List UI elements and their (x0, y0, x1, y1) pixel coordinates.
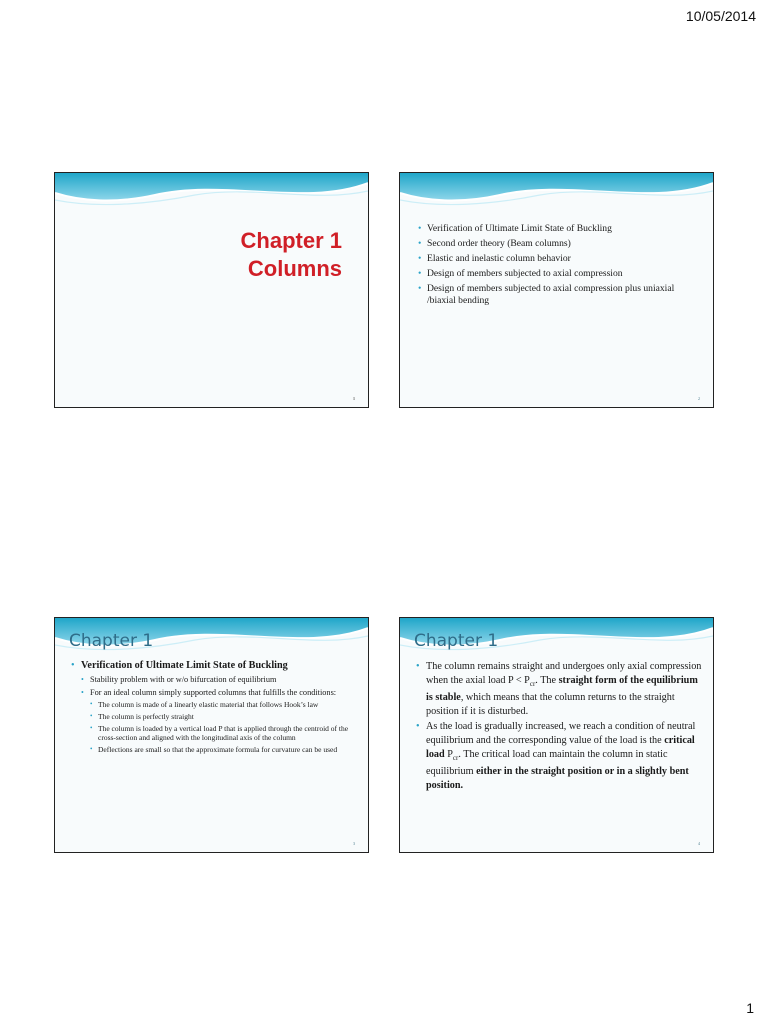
emphasis: straight form of the equilibrium is stable (426, 674, 698, 704)
page-date: 10/05/2014 (685, 8, 756, 24)
list-item: • Verification of Ultimate Limit State of Buckling (418, 223, 698, 235)
text-run: As the load is gradually increased, we reach a condition of neutral equilibrium and the corresponding value of the load is the (426, 721, 696, 746)
slide-title (241, 227, 342, 283)
slide-header-wave (55, 173, 368, 213)
paragraph-item (416, 720, 702, 792)
sub-item: • Stability problem with or w/o bifurcation of equilibrium (81, 675, 357, 685)
slide-heading: Chapter 1 (414, 631, 499, 651)
sub-item (81, 688, 357, 755)
subscript: cr (529, 679, 536, 688)
main-item (71, 660, 357, 754)
content-list (416, 660, 702, 794)
slide-3[interactable] (54, 617, 369, 853)
slide-number: 4 (698, 841, 700, 846)
text-run: . The critical load can maintain the column in static equilibrium (426, 748, 668, 778)
emphasis: critical load (426, 735, 695, 760)
text-run: The column remains straight and undergoes only axial compression when the axial load P < P (426, 661, 702, 686)
content-list (71, 660, 357, 754)
slide-number: 1 (353, 396, 355, 401)
page-number: 1 (746, 1000, 754, 1016)
subscript: cr (452, 753, 459, 762)
slide-4[interactable] (399, 617, 714, 853)
list-item: • Design of members subjected to axial compression (418, 268, 698, 280)
list-item: • Elastic and inelastic column behavior (418, 253, 698, 265)
slide-number: 2 (698, 396, 700, 401)
slide-2[interactable] (399, 172, 714, 408)
text-run: , which means that the column returns to the straight position if it is disturbed. (426, 692, 675, 717)
paragraph-item (416, 660, 702, 718)
chapter-subtitle: Columns (247, 256, 342, 281)
slide-number: 3 (353, 841, 355, 846)
chapter-title: Chapter 1 (240, 228, 342, 253)
emphasis: either in the straight position or in a slightly bent position. (426, 766, 689, 791)
condition-item: • The column is perfectly straight (90, 712, 357, 721)
main-item-text: Verification of Ultimate Limit State of Buckling (81, 660, 288, 671)
sub-item-text: For an ideal column simply supported columns that fulfills the conditions: (90, 687, 337, 697)
slide-1[interactable] (54, 172, 369, 408)
text-run: P (444, 748, 453, 760)
list-item: • Second order theory (Beam columns) (418, 238, 698, 250)
list-item: • Design of members subjected to axial compression plus uniaxial /biaxial bending (418, 283, 698, 307)
topic-list (418, 223, 698, 310)
text-run: . The (535, 674, 559, 686)
slide-heading: Chapter 1 (69, 631, 154, 651)
condition-item: • The column is loaded by a vertical load P that is applied through the centroid of the cross-section and aligned with the longitudinal axis of the column (90, 724, 357, 742)
condition-item: • Deflections are small so that the approximate formula for curvature can be used (90, 745, 357, 754)
condition-item: • The column is made of a linearly elastic material that follows Hook’s law (90, 700, 357, 709)
slide-header-wave (400, 173, 713, 213)
